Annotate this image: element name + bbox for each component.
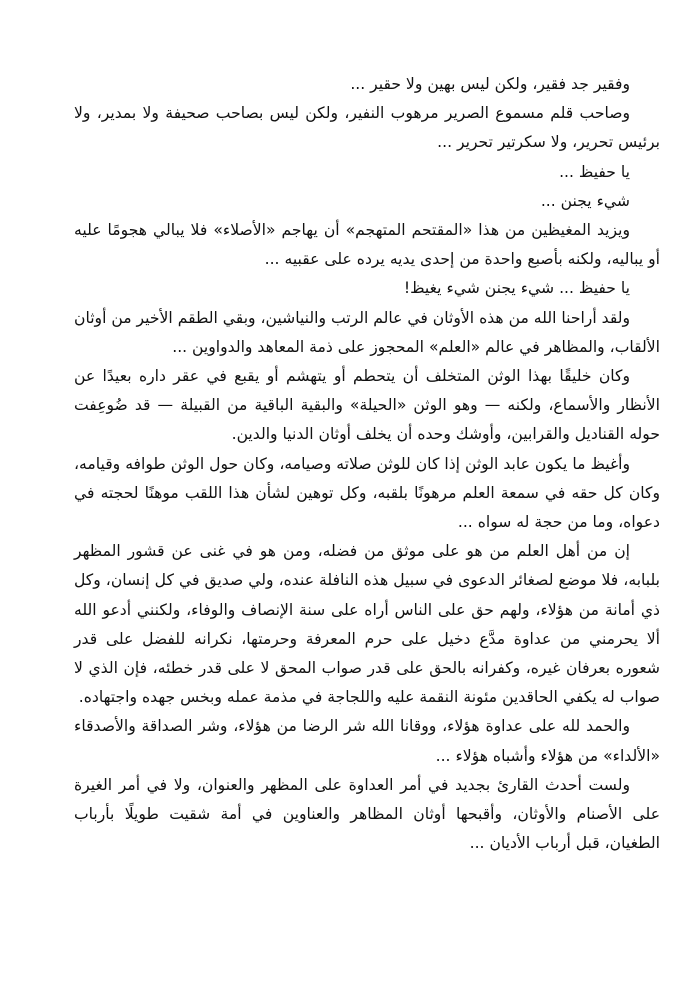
paragraph-6: يا حفيظ ... شيء يجنن شيء يغيظ!	[403, 279, 630, 298]
document-page	[74, 70, 660, 858]
paragraph-10: إن من أهل العلم من هو على موثق من فضله، ومن هو في غنى عن قشور المظهر بلبابه، فلا موضع لصغائر الدعوى في سبيل هذه النافلة عنده، ولي صديق في كل إنسان، وكل ذي أمانة من هؤلاء، ولهم حق على الناس أراه على سنة الإنصاف والوفاء، ولكنني أدعو الله ألا يحرمني من عداوة مدَّع دخيل على حرم المعرفة وحرمتها، نكرانه للفضل على قدر شعوره بعرفان غيره، وكفرانه بالحق على قدر صواب المحق لا على قدر خطئه، فإن الذي لا صواب له يكفي الحاقدين مئونة النقمة عليه واللجاجة في مذمة عمله وبخس جهده واجتهاده.	[74, 542, 660, 707]
paragraph-12: ولست أحدث القارئ بجديد في أمر العداوة على المظهر والعنوان، ولا في أمر الغيرة على الأصنام والأوثان، وأقبحها أوثان المظاهر والعناوين في أمة شقيت طويلًا بأرباب الطغيان، قبل أرباب الأديان ...	[74, 775, 660, 853]
paragraph-3: يا حفيظ ...	[559, 162, 630, 181]
paragraph-4: شيء يجنن ...	[540, 191, 630, 210]
paragraph-5: ويزيد المغيظين من هذا «المقتحم المتهجم» أن يهاجم «الأصلاء» فلا يبالي هجومًا عليه أو يباليه، ولكنه بأصبع واحدة من إحدى يديه يرده على عقبيه ...	[74, 221, 660, 269]
paragraph-9: وأغيظ ما يكون عابد الوثن إذا كان للوثن صلاته وصيامه، وكان حول الوثن طوافه وقيامه، وكان كل حقه في سمعة العلم مرهونًا بلقبه، وكل توهين لشأن هذا اللقب موهنًا لحجته في دعواه، وما من حجة له سواه ...	[74, 454, 660, 532]
paragraph-1: وفقير جد فقير، ولكن ليس بهين ولا حقير ...	[350, 75, 630, 93]
paragraph-11: والحمد لله على عداوة هؤلاء، ووقانا الله شر الرضا من هؤلاء، وشر الصداقة والأصدقاء «الألداء» من هؤلاء وأشباه هؤلاء ...	[74, 717, 660, 765]
paragraph-7: ولقد أراحنا الله من هذه الأوثان في عالم الرتب والنياشين، وبقي الطقم الأخير من أوثان الألقاب، والمظاهر في عالم «العلم» المحجوز على ذمة المعاهد والدواوين ...	[74, 308, 660, 356]
paragraph-8: وكان خليقًا بهذا الوثن المتخلف أن يتحطم أو يتهشم أو يقبع في عقر داره بعيدًا عن الأنظار والأسماع، ولكنه — وهو الوثن «الحيلة» والبقية الباقية من القبيلة — قد ضُوعِفت حوله القناديل والقرابين، وأوشك وحده أن يخلف أوثان الدنيا والدين.	[74, 367, 660, 444]
paragraph-2: وصاحب قلم مسموع الصرير مرهوب النفير، ولكن ليس بصاحب صحيفة ولا بمدير، ولا برئيس تحرير، ولا سكرتير تحرير ...	[74, 104, 660, 152]
